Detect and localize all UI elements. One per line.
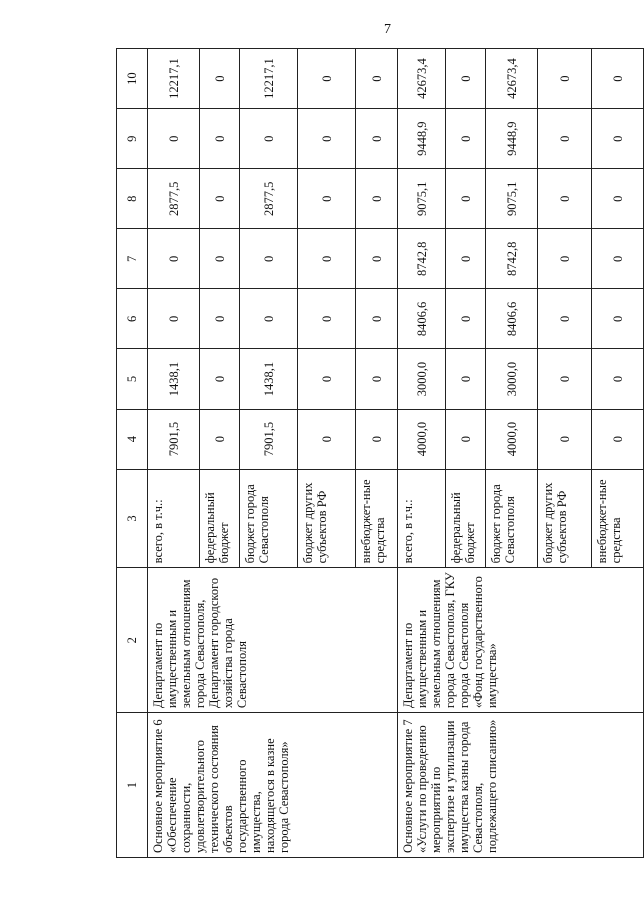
value-cell: 0: [446, 169, 486, 229]
value-cell: 0: [240, 229, 298, 289]
header-row: [117, 49, 148, 858]
value-cell: 0: [148, 289, 200, 349]
value-cell: 0: [200, 289, 240, 349]
value-cell: 1438,1: [148, 349, 200, 409]
value-cell: 2877,5: [240, 169, 298, 229]
value-cell: 0: [298, 289, 356, 349]
value-cell: 0: [200, 409, 240, 469]
table-row: [398, 49, 446, 858]
value-cell: 3000,0: [398, 349, 446, 409]
budget-table-container: [116, 48, 625, 858]
value-cell: 0: [592, 49, 644, 109]
measure-executor: Департамент по имущественным и земельным отношениям города Севастополя, Департамент городского хозяйства города Севастополя: [148, 568, 398, 713]
value-cell: 0: [148, 109, 200, 169]
value-cell: 0: [356, 349, 398, 409]
table-row: [148, 49, 200, 858]
value-cell: 42673,4: [486, 49, 538, 109]
funding-source: федеральный бюджет: [446, 469, 486, 568]
value-cell: 8742,8: [486, 229, 538, 289]
value-cell: 0: [298, 109, 356, 169]
value-cell: 0: [592, 109, 644, 169]
value-cell: 8742,8: [398, 229, 446, 289]
value-cell: 0: [446, 289, 486, 349]
value-cell: 9075,1: [486, 169, 538, 229]
value-cell: 0: [356, 169, 398, 229]
value-cell: 0: [356, 289, 398, 349]
value-cell: 0: [592, 229, 644, 289]
measure-name: Основное мероприятие 7 «Услуги по проведению мероприятий по экспертизе и утилизации имущества казны города Севастополя, подлежащего списанию»: [398, 713, 644, 858]
funding-source: внебюджет-ные средства: [592, 469, 644, 568]
funding-source: бюджет города Севастополя: [240, 469, 298, 568]
value-cell: 0: [592, 289, 644, 349]
value-cell: 0: [538, 349, 592, 409]
value-cell: 0: [200, 349, 240, 409]
value-cell: 3000,0: [486, 349, 538, 409]
value-cell: 42673,4: [398, 49, 446, 109]
funding-source: бюджет других субъектов РФ: [298, 469, 356, 568]
value-cell: 0: [538, 409, 592, 469]
header-cell: 3: [117, 469, 148, 568]
value-cell: 0: [538, 169, 592, 229]
header-cell: 8: [117, 169, 148, 229]
value-cell: 9448,9: [398, 109, 446, 169]
value-cell: 7901,5: [240, 409, 298, 469]
funding-source: бюджет других субъектов РФ: [538, 469, 592, 568]
value-cell: 0: [592, 409, 644, 469]
header-cell: 7: [117, 229, 148, 289]
value-cell: 7901,5: [148, 409, 200, 469]
value-cell: 0: [240, 109, 298, 169]
value-cell: 0: [446, 409, 486, 469]
value-cell: 0: [298, 349, 356, 409]
value-cell: 2877,5: [148, 169, 200, 229]
value-cell: 4000,0: [398, 409, 446, 469]
value-cell: 0: [538, 49, 592, 109]
value-cell: 1438,1: [240, 349, 298, 409]
value-cell: 4000,0: [486, 409, 538, 469]
header-cell: 6: [117, 289, 148, 349]
measure-name: Основное мероприятие 6 «Обеспечение сохранности, удовлетворительного технического состояния объектов государственного имущества, находящегося в казне города Севастополя»: [148, 713, 398, 858]
header-cell: 10: [117, 49, 148, 109]
funding-source: бюджет города Севастополя: [486, 469, 538, 568]
value-cell: 0: [356, 409, 398, 469]
value-cell: 12217,1: [148, 49, 200, 109]
value-cell: 0: [356, 49, 398, 109]
value-cell: 0: [298, 169, 356, 229]
value-cell: 0: [446, 229, 486, 289]
value-cell: 0: [200, 109, 240, 169]
value-cell: 0: [592, 169, 644, 229]
value-cell: 0: [356, 109, 398, 169]
header-cell: 1: [117, 713, 148, 858]
value-cell: 0: [592, 349, 644, 409]
value-cell: 12217,1: [240, 49, 298, 109]
value-cell: 8406,6: [398, 289, 446, 349]
value-cell: 9448,9: [486, 109, 538, 169]
funding-source: внебюджет-ные средства: [356, 469, 398, 568]
budget-table: [116, 48, 644, 858]
value-cell: 0: [538, 229, 592, 289]
value-cell: 0: [446, 49, 486, 109]
value-cell: 0: [148, 229, 200, 289]
header-cell: 2: [117, 568, 148, 713]
value-cell: 0: [240, 289, 298, 349]
header-cell: 5: [117, 349, 148, 409]
measure-executor: Департамент по имущественным и земельным отношениям города Севастополя, ГКУ города Севастополя «Фонд государственного имущества»: [398, 568, 644, 713]
value-cell: 0: [200, 49, 240, 109]
value-cell: 9075,1: [398, 169, 446, 229]
funding-source: всего, в т.ч.:: [148, 469, 200, 568]
value-cell: 0: [298, 409, 356, 469]
page-number: 7: [384, 22, 391, 37]
value-cell: 0: [446, 109, 486, 169]
value-cell: 0: [538, 289, 592, 349]
value-cell: 0: [298, 229, 356, 289]
value-cell: 0: [538, 109, 592, 169]
value-cell: 8406,6: [486, 289, 538, 349]
value-cell: 0: [356, 229, 398, 289]
value-cell: 0: [200, 229, 240, 289]
value-cell: 0: [200, 169, 240, 229]
value-cell: 0: [446, 349, 486, 409]
header-cell: 4: [117, 409, 148, 469]
value-cell: 0: [298, 49, 356, 109]
funding-source: федеральный бюджет: [200, 469, 240, 568]
header-cell: 9: [117, 109, 148, 169]
funding-source: всего, в т.ч.:: [398, 469, 446, 568]
